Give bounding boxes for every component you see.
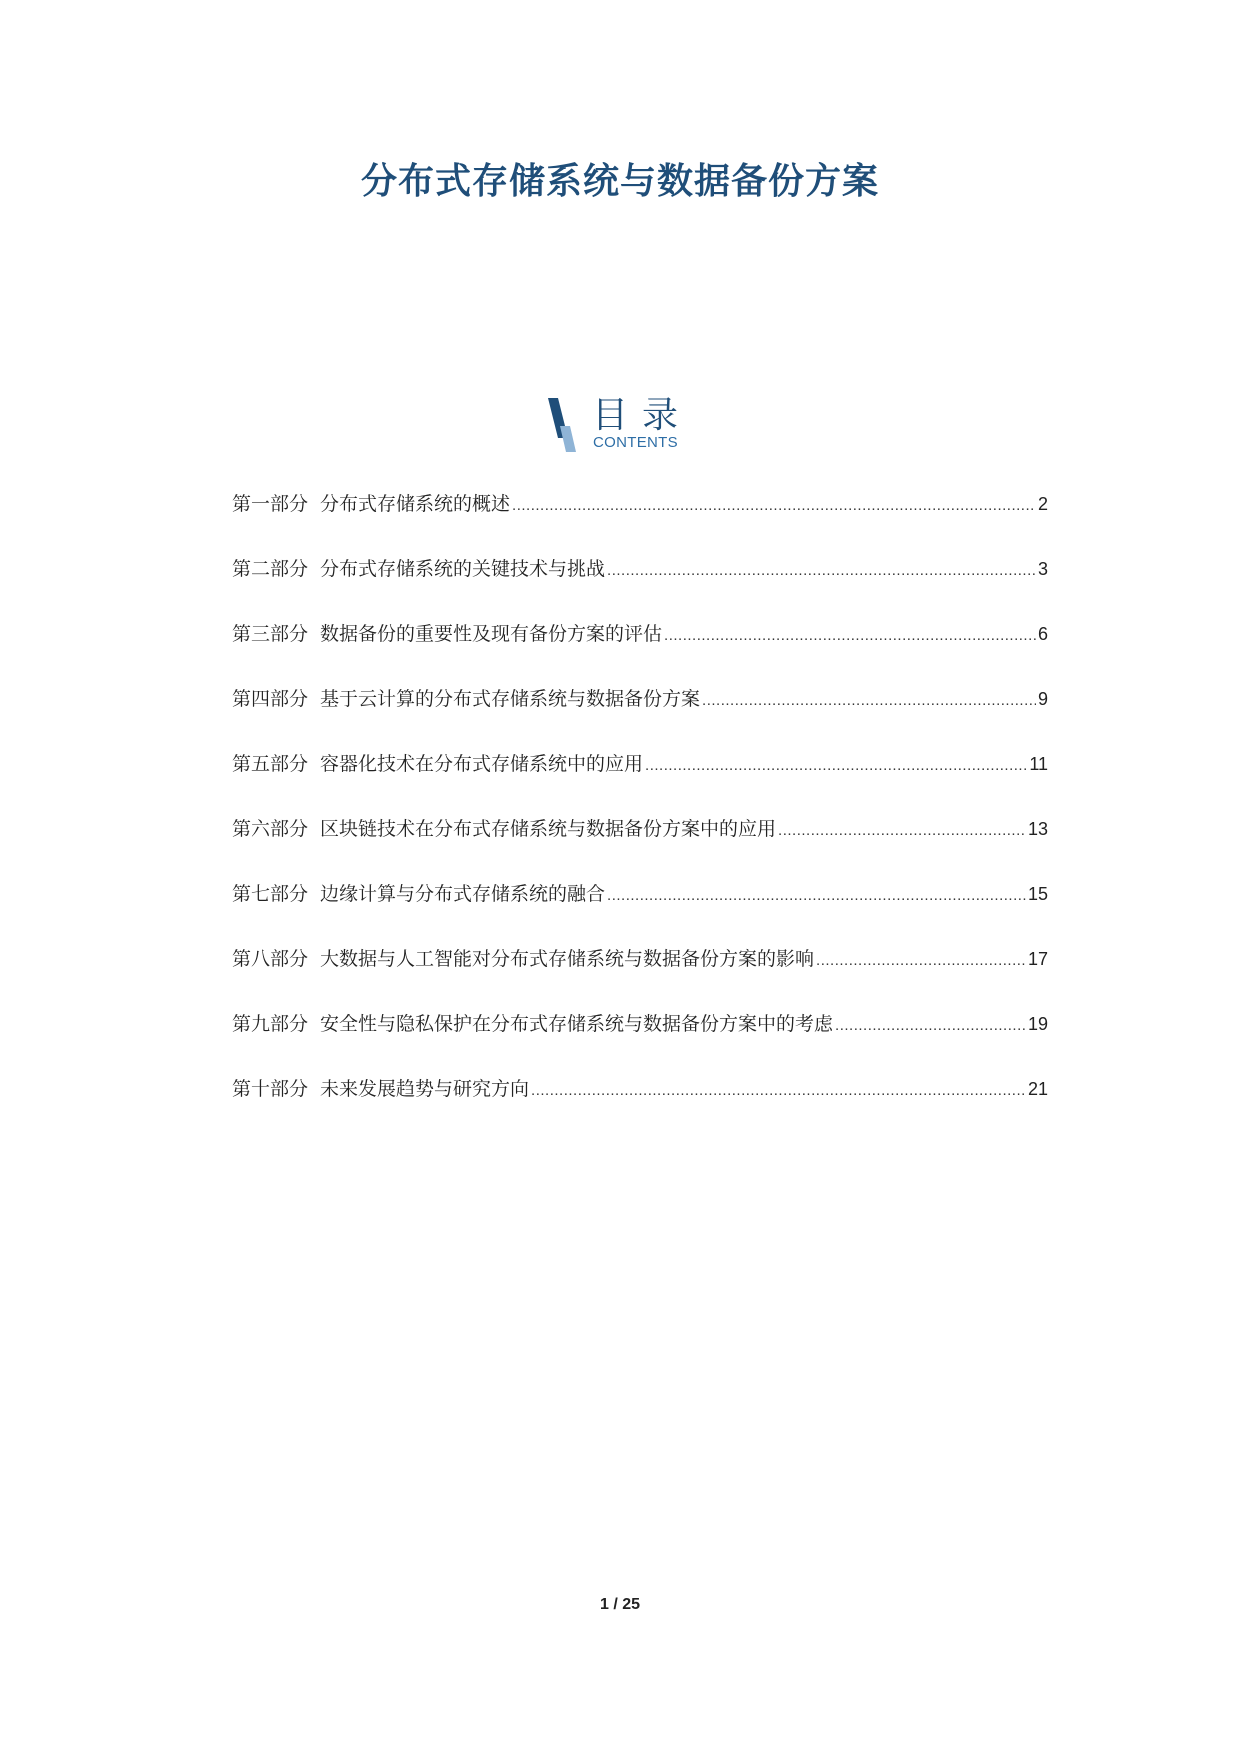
toc-dot-leader [607, 878, 1026, 914]
toc-entry-title: 容器化技术在分布式存储系统中的应用 [320, 753, 644, 775]
toc-page-number: 3 [1037, 559, 1048, 579]
toc-part-label: 第五部分 [232, 753, 309, 775]
contents-bookmark-icon [548, 398, 576, 452]
toc-entry-3[interactable] [232, 616, 1048, 681]
toc-part-label: 第十部分 [232, 1078, 309, 1100]
document-title: 分布式存储系统与数据备份方案 [360, 161, 879, 202]
toc-entry-9[interactable] [232, 1006, 1048, 1071]
toc-entry-4[interactable] [232, 681, 1048, 746]
toc-entry-title: 区块链技术在分布式存储系统与数据备份方案中的应用 [320, 818, 777, 840]
toc-entry-7[interactable] [232, 876, 1048, 941]
toc-dot-leader [512, 488, 1036, 524]
page-indicator: 1 / 25 [599, 1596, 641, 1613]
toc-entry-title: 数据备份的重要性及现有备份方案的评估 [320, 623, 663, 645]
toc-entry-10[interactable] [232, 1071, 1048, 1136]
toc-dot-leader [607, 553, 1036, 589]
toc-page-number: 2 [1037, 494, 1048, 514]
contents-heading-cn: 目录 [592, 395, 693, 436]
toc-dot-leader [645, 748, 1027, 784]
toc-page-number: 13 [1027, 819, 1048, 839]
toc-entry-title: 安全性与隐私保护在分布式存储系统与数据备份方案中的考虑 [320, 1013, 834, 1035]
toc-part-label: 第四部分 [232, 688, 309, 710]
toc-entry-title: 基于云计算的分布式存储系统与数据备份方案 [320, 688, 701, 710]
toc-page-number: 6 [1037, 624, 1048, 644]
toc-page-number: 17 [1027, 949, 1048, 969]
contents-header [548, 396, 698, 454]
toc-page-number: 9 [1037, 689, 1048, 709]
toc-dot-leader [816, 943, 1026, 979]
toc-page-number: 15 [1027, 884, 1048, 904]
toc-entry-title: 分布式存储系统的关键技术与挑战 [320, 558, 606, 580]
toc-page-number: 11 [1029, 754, 1048, 774]
toc-part-label: 第七部分 [232, 883, 309, 905]
toc-part-label: 第九部分 [232, 1013, 309, 1035]
toc-dot-leader [778, 813, 1026, 849]
toc-entry-title: 分布式存储系统的概述 [320, 493, 511, 515]
toc-part-label: 第三部分 [232, 623, 309, 645]
toc-page-number: 19 [1027, 1014, 1048, 1034]
toc-entry-2[interactable] [232, 551, 1048, 616]
toc-dot-leader [702, 683, 1036, 719]
toc-page-number: 21 [1027, 1079, 1048, 1099]
table-of-contents [232, 486, 1048, 1136]
toc-entry-title: 大数据与人工智能对分布式存储系统与数据备份方案的影响 [320, 948, 815, 970]
toc-dot-leader [531, 1073, 1026, 1109]
contents-heading-en: CONTENTS [593, 434, 678, 451]
toc-part-label: 第八部分 [232, 948, 309, 970]
toc-part-label: 第二部分 [232, 558, 309, 580]
toc-entry-8[interactable] [232, 941, 1048, 1006]
toc-part-label: 第六部分 [232, 818, 309, 840]
toc-entry-title: 边缘计算与分布式存储系统的融合 [320, 883, 606, 905]
toc-entry-5[interactable] [232, 746, 1048, 811]
toc-part-label: 第一部分 [232, 493, 309, 515]
toc-dot-leader [835, 1008, 1026, 1044]
toc-entry-6[interactable] [232, 811, 1048, 876]
toc-dot-leader [664, 618, 1036, 654]
toc-entry-title: 未来发展趋势与研究方向 [320, 1078, 530, 1100]
toc-entry-1[interactable] [232, 486, 1048, 551]
